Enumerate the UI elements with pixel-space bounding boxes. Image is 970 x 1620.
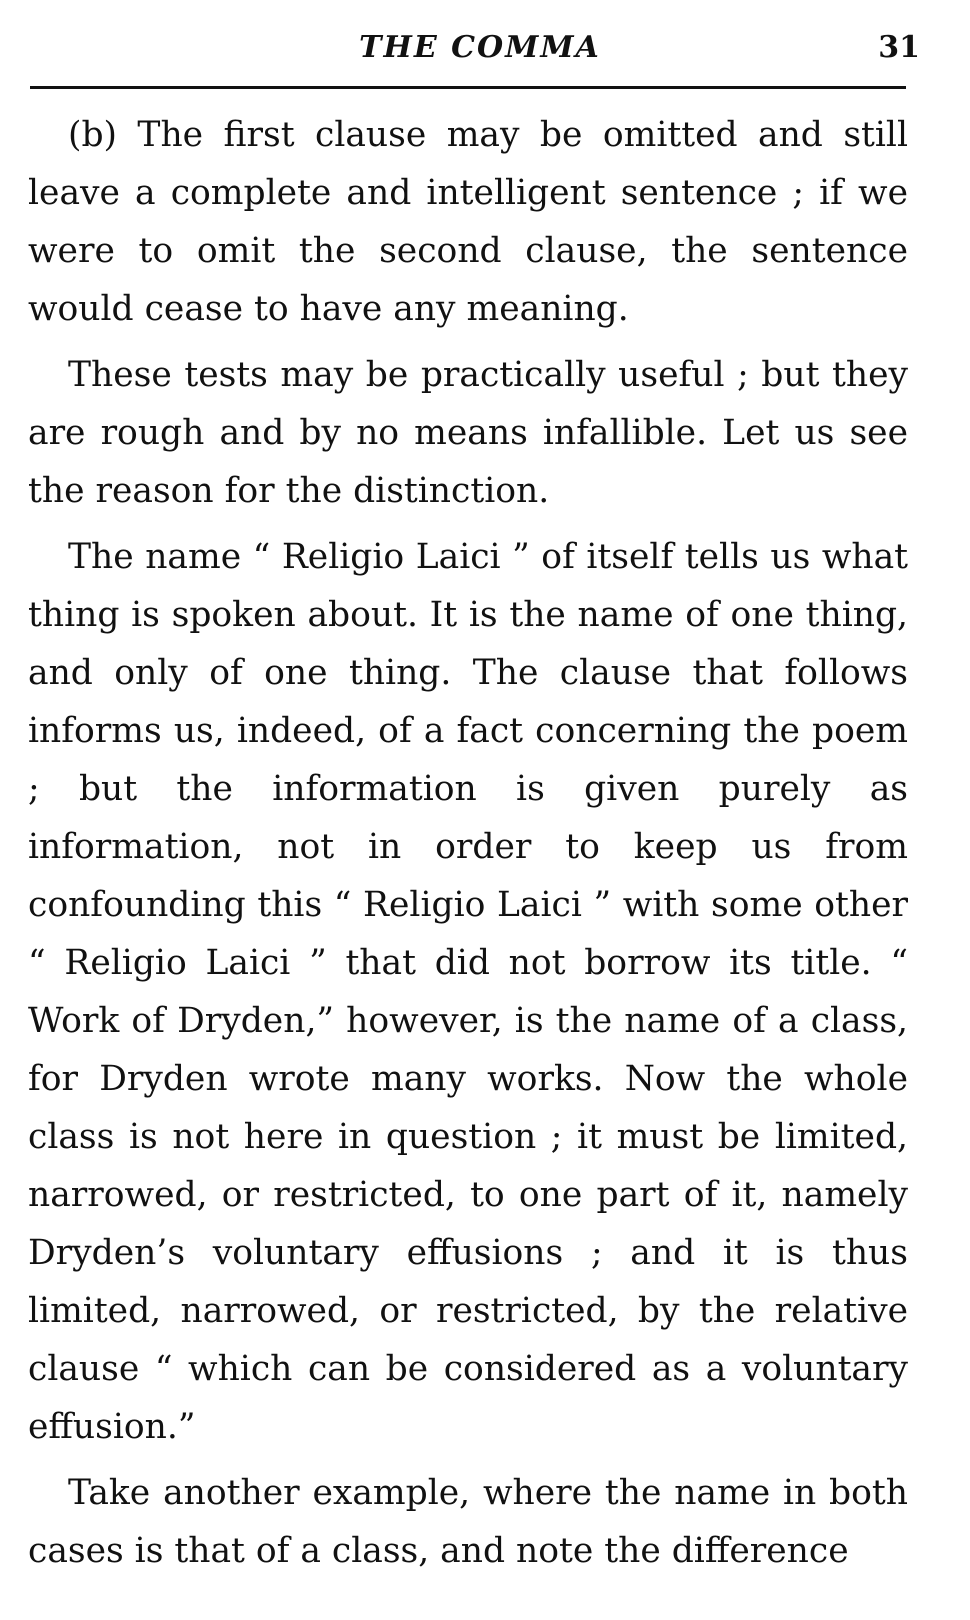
running-head	[30, 26, 930, 70]
paragraph: These tests may be practically useful ; but they are rough and by no means infallible. Let us see the reason for the distinction.	[28, 355, 908, 511]
page-number: 31	[878, 30, 920, 65]
running-title: THE COMMA	[359, 30, 601, 65]
paragraph: (b) The first clause may be omitted and still leave a complete and intelligent sentence ; if we were to omit the second clause, the sentence would cease to have any meaning.	[28, 115, 908, 329]
body-text	[28, 106, 908, 1588]
paragraph: The name “ Religio Laici ” of itself tells us what thing is spoken about. It is the name of one thing, and only of one thing. The clause that follows informs us, indeed, of a fact concerning the poem ; but the information is given purely as information, not in order to keep us from confounding this “ Religio Laici ” with some other “ Religio Laici ” that did not borrow its title. “ Work of Dryden,” however, is the name of a class, for Dryden wrote many works. Now the whole class is not here in question ; it must be limited, narrowed, or restricted, to one part of it, namely Dryden’s voluntary effusions ; and it is thus limited, narrowed, or restricted, by the relative clause “ which can be considered as a voluntary effusion.”	[28, 537, 908, 1447]
paragraph: Take another example, where the name in both cases is that of a class, and note the difference	[28, 1473, 908, 1571]
header-rule	[30, 86, 906, 89]
